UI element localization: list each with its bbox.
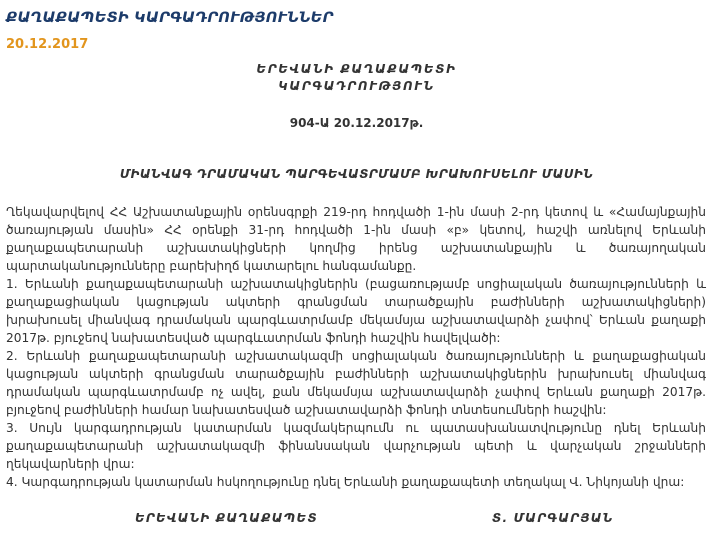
body-paragraph-2: 2. Երևանի քաղաքապետարանի աշխատակազմի սոցիալական ծառայությունների և քաղաքացիական կացության ակտերի գրանցման տարածքային բաժինների աշխատակիցներին խրախուսել միանվագ դրամական պարգևատրմամբ ոչ ավել, քան մեկամսյա աշխատավարձի չափով Երևան քաղաքի 2017թ. բյուջեով բաժինների համար նախատեսված աշխատավարձի ֆոնդի տնտեսումների հաշվին:: [6, 349, 706, 417]
page-category-title: ՔԱՂԱՔԱՊԵՏԻ ԿԱՐԳԱԴՐՈՒԹՅՈՒՆՆԵՐ: [6, 10, 334, 26]
signature-title: ԵՐԵՎԱՆԻ ՔԱՂԱՔԱՊԵՏ: [135, 511, 318, 525]
document-title: ՄԻԱՆՎԱԳ ԴՐԱՄԱԿԱՆ ՊԱՐԳԵՎԱՏՐՄԱՄԲ ԽՐԱԽՈՒՍԵԼՈՒ ՄԱՍԻՆ: [119, 167, 594, 181]
body-paragraph-preamble: Ղեկավարվելով ՀՀ Աշխատանքային օրենսգրքի 219-րդ հոդվածի 1-ին մասի 2-րդ կետով և «Համայնքային ծառայության մասին» ՀՀ օրենքի 31-րդ հոդվածի 1-ին մասի «բ» կետով, հաշվի առնելով Երևանի քաղաքապետարանի աշխատակիցների կողմից իրենց աշխատանքային և ծառայողական պարտականությունները բարեխիղճ կատարելու հանգամանքը.: [6, 205, 706, 273]
signature-name: Տ. ՄԱՐԳԱՐՅԱՆ: [492, 511, 614, 525]
document-body: [6, 203, 706, 491]
document-authority-line2: ԿԱՐԳԱԴՐՈՒԹՅՈՒՆ: [278, 79, 435, 93]
document-number: 904-Ա 20.12.2017թ.: [289, 116, 424, 130]
body-paragraph-3: 3. Սույն կարգադրության կատարման կազմակերպումն ու պատասխանատվությունը դնել Երևանի քաղաքապետարանի աշխատակազմի ֆինանսական վարչության պետի և վարչական շրջանների ղեկավարների վրա:: [6, 421, 706, 471]
body-paragraph-1: 1. Երևանի քաղաքապետարանի աշխատակիցներին (բացառությամբ սոցիալական ծառայությունների և քաղաքացիական կացության ակտերի գրանցման տարածքային բաժինների աշխատակիցների) խրախուսել միանվագ դրամական պարգևատրմամբ մեկամսյա աշխատավարձի չափով՝ Երևան քաղաքի 2017թ. բյուջեով նախատեսված պարգևատրման ֆոնդի հաշվին հավելվածի:: [6, 277, 706, 345]
publication-date: 20.12.2017: [6, 37, 89, 52]
document-authority-line1: ԵՐԵՎԱՆԻ ՔԱՂԱՔԱՊԵՏԻ: [256, 62, 457, 76]
body-paragraph-4: 4. Կարգադրության կատարման հսկողությունը դնել Երևանի քաղաքապետի տեղակալ Վ. Նիկոյանի վրա:: [6, 475, 685, 489]
